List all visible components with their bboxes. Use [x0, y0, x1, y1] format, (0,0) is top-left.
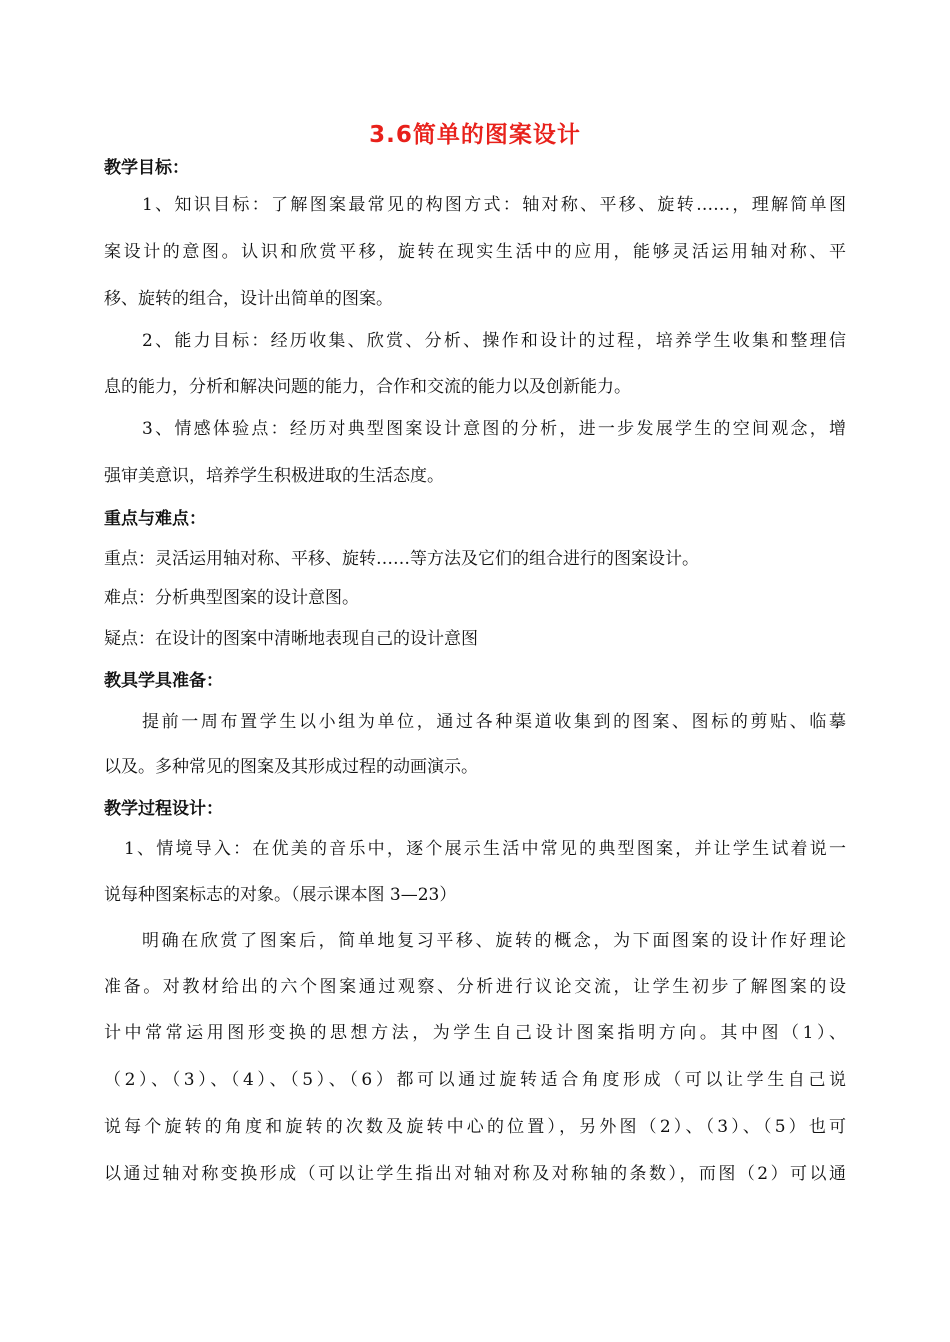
section-heading-process: 教学过程设计：: [104, 799, 223, 819]
objectives-line: 1、知识目标：了解图案最常见的构图方式：轴对称、平移、旋转……，理解简单图: [142, 195, 846, 215]
section-heading-key-points: 重点与难点：: [104, 509, 206, 529]
process-line: 准备。对教材给出的六个图案通过观察、分析进行议论交流，让学生初步了解图案的设: [104, 977, 846, 997]
process-line: 1、情境导入：在优美的音乐中，逐个展示生活中常见的典型图案，并让学生试着说一: [124, 839, 846, 859]
process-line: 说每个旋转的角度和旋转的次数及旋转中心的位置），另外图（2）、（3）、（5）也可: [104, 1117, 846, 1137]
objectives-line: 移、旋转的组合，设计出简单的图案。: [104, 289, 393, 309]
process-line: 以通过轴对称变换形成（可以让学生指出对轴对称及对称轴的条数），而图（2）可以通: [104, 1164, 846, 1184]
section-heading-materials: 教具学具准备：: [104, 671, 223, 691]
process-line: 计中常常运用图形变换的思想方法，为学生自己设计图案指明方向。其中图（1）、: [104, 1023, 846, 1043]
objectives-line: 案设计的意图。认识和欣赏平移，旋转在现实生活中的应用，能够灵活运用轴对称、平: [104, 242, 846, 262]
key-points-line: 难点：分析典型图案的设计意图。: [104, 588, 359, 608]
objectives-line: 2、能力目标：经历收集、欣赏、分析、操作和设计的过程，培养学生收集和整理信: [142, 331, 846, 351]
key-points-line: 疑点：在设计的图案中清晰地表现自己的设计意图: [104, 629, 478, 649]
key-points-line: 重点：灵活运用轴对称、平移、旋转……等方法及它们的组合进行的图案设计。: [104, 549, 699, 569]
process-line: （2）、（3）、（4）、（5）、（6）都可以通过旋转适合角度形成（可以让学生自己说: [104, 1070, 846, 1090]
section-heading-objectives: 教学目标：: [104, 158, 189, 178]
materials-line: 以及。多种常见的图案及其形成过程的动画演示。: [104, 757, 478, 777]
objectives-line: 息的能力，分析和解决问题的能力，合作和交流的能力以及创新能力。: [104, 377, 631, 397]
process-line: 说每种图案标志的对象。（展示课本图 3—23）: [104, 885, 457, 905]
materials-line: 提前一周布置学生以小组为单位，通过各种渠道收集到的图案、图标的剪贴、临摹: [142, 712, 846, 732]
process-line: 明确在欣赏了图案后，简单地复习平移、旋转的概念，为下面图案的设计作好理论: [142, 931, 846, 951]
document-title: 3.6简单的图案设计: [369, 122, 581, 148]
objectives-line: 3、情感体验点：经历对典型图案设计意图的分析，进一步发展学生的空间观念，增: [142, 419, 846, 439]
objectives-line: 强审美意识，培养学生积极进取的生活态度。: [104, 466, 444, 486]
